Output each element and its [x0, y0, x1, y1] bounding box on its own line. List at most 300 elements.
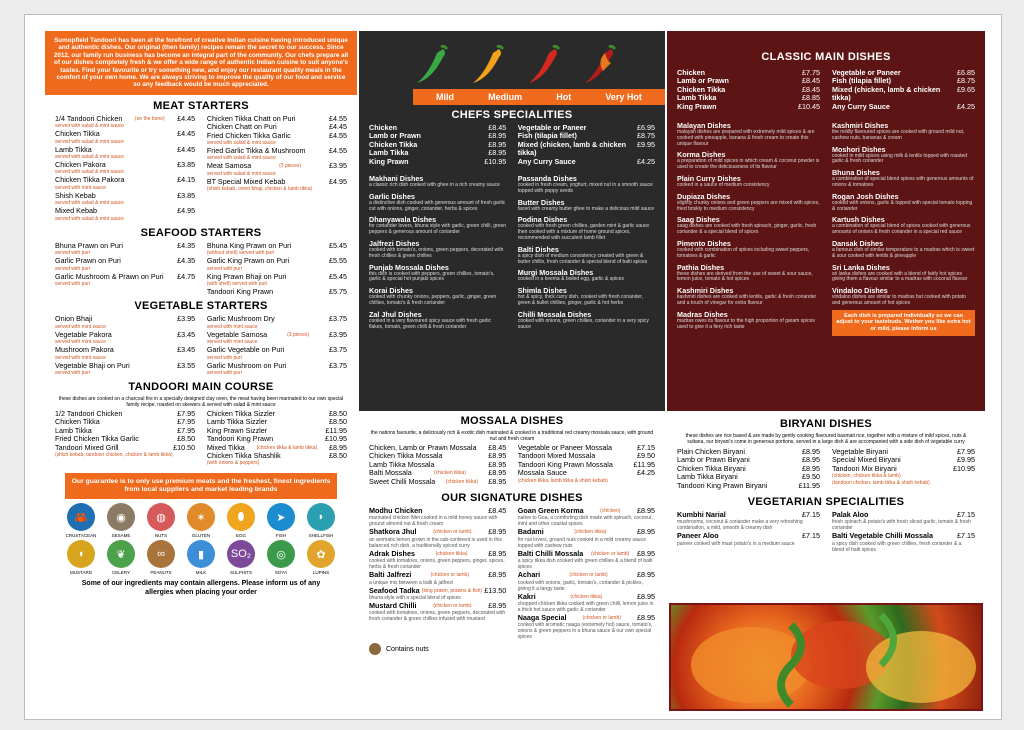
menu-item-row: [369, 571, 506, 579]
dish-name: Korai Dishes: [369, 286, 413, 296]
contains-nuts-label: Contains nuts: [386, 645, 429, 653]
menu-item-name: Lamb or Prawn Biryani: [677, 455, 750, 465]
menu-item-row: [518, 571, 655, 579]
menu-item-price: £8.95: [488, 548, 507, 558]
menu-item-row: [369, 587, 506, 595]
menu-item-subtitle: served with puri: [55, 265, 91, 272]
vegetable-starters-left: [55, 315, 195, 377]
mossala-right-note: (chicken tikka, lamb tikka & shish kebab): [517, 477, 608, 484]
menu-item-subtitle: served with puri: [206, 354, 242, 361]
classic-note: Each dish is prepared individually so we can adjust to your tastebuds. Wether you like extra hot or mild, please inform us: [836, 312, 971, 332]
classic-dishes-right-wrap: [832, 121, 975, 336]
meat-starters-list: [45, 115, 357, 223]
menu-sheet: [24, 14, 1002, 720]
menu-item-price: £8.95: [488, 476, 507, 486]
menu-item-name: Garlic King Prawn on Puri: [206, 256, 290, 266]
menu-item-name: Tandoori Mixed Grill: [55, 442, 119, 452]
dish-description: cooked with tomato's, onions, green peppers, decorated with fresh chillies & green chillies: [369, 247, 504, 259]
menu-item-row: [518, 507, 655, 515]
tandoori-left: [55, 410, 195, 452]
meat-starters-title: MEAT STARTERS: [153, 99, 249, 112]
menu-item-price: £8.50: [177, 434, 196, 444]
menu-item-subtitle: served with puri: [55, 250, 91, 257]
menu-item-name: Tandoori King Prawn: [206, 434, 274, 444]
classic-note-box: [832, 310, 975, 336]
menu-item-subtitle: (without shell) served with puri: [206, 250, 275, 257]
menu-item-price: £3.95: [328, 161, 347, 171]
allergen-item: [263, 503, 299, 538]
menu-item-row: [518, 141, 655, 158]
dish-name: Sri Lanka Dishes: [831, 262, 890, 272]
menu-item-name: Mixed (chicken, lamb & chicken tikka): [517, 139, 626, 158]
dish-description: sri lanka dishes are cooked with a blend of fairly hot spices giving them a flavour similar to a madras with coconut flavour: [831, 270, 968, 283]
menu-item-row: [677, 482, 820, 490]
allergen-item: [103, 540, 139, 575]
allergen-item: [223, 503, 259, 538]
menu-item-name: Lamb or Prawn: [369, 131, 421, 141]
menu-item-tag: (chicken or lamb): [430, 572, 469, 579]
dish-name: Rogan Josh Dishes: [831, 191, 899, 201]
menu-item-price: £10.50: [173, 442, 196, 452]
allergen-label: SOYA: [274, 570, 288, 576]
spice-mild: Mild: [436, 92, 455, 102]
menu-item-row: [207, 242, 347, 250]
dish-description: a combination of special blend of spices cooked with generous amounts of onions & fresh coriander in a special red sauce: [831, 223, 971, 236]
menu-item-name: Adrak Dishes: [369, 548, 415, 558]
menu-item-name: Badami: [517, 527, 544, 537]
menu-item-price: £4.35: [177, 240, 196, 250]
intro-text: Sumopfield Tandoori has been at the forefront of creative Indian cuisine having introduced unique and authentic dishes. Our original (then family) recipes remain the secret to our success. Since 2012, our family run business has become an integral part of the community. Our chefs prepare all of our dishes completely fresh & we offer a wide range of authentic Indian cuisine to suit anyone's tastes. Find your favourite or try something new, and enjoy our restaurant quality meals in the comfort of your own home. We are always striving to improve the quality of our food and service so any feedback would be much appreciated.: [53, 37, 349, 89]
menu-item-price: £4.75: [177, 271, 196, 281]
menu-item-price: £3.45: [177, 329, 196, 339]
menu-item-price: £3.45: [177, 345, 196, 355]
dish-name: Jalfrezi Dishes: [369, 239, 420, 249]
allergen-icon: ⬮: [227, 503, 255, 531]
menu-item-price: £8.95: [802, 463, 821, 473]
menu-item-name: Fish (tilapia fillet): [517, 131, 577, 141]
menu-item-name: Chicken, Lamb or Prawn Mossala: [369, 443, 477, 452]
menu-item-row: [369, 158, 506, 166]
menu-item-price: £3.55: [177, 360, 196, 370]
menu-item-tag: (king prawn, prawns & fish): [421, 587, 483, 594]
allergen-label: CELERY: [112, 570, 130, 576]
menu-item-tag: (chicken tikka & lamb tikka): [256, 444, 318, 451]
menu-item-subtitle: served with puri: [55, 369, 91, 376]
dish-name: Vindaloo Dishes: [831, 286, 888, 296]
menu-item-price: £8.95: [637, 506, 655, 516]
allergen-item: [143, 540, 179, 575]
menu-item-tag: (chicken or lamb): [590, 550, 630, 557]
menu-item-price: £8.95: [802, 455, 821, 465]
menu-item-description: cooked with tomatoes, onions, green peppers, ginger, spices, herbs & fresh coriander: [369, 558, 505, 571]
dish-name: Shimla Dishes: [517, 286, 567, 296]
menu-item-name: Garlic Mushroom & Prawn on Puri: [55, 271, 164, 281]
menu-item-row: [518, 614, 655, 622]
allergen-label: SULPHITS: [229, 570, 252, 576]
menu-item-name: Tandoori King Prawn Biryani: [677, 480, 768, 490]
menu-item-subtitle: served with salad & mint sauce: [206, 155, 276, 162]
menu-item-name: Mixed Tikka: [206, 442, 245, 452]
vegetarian-left: [677, 511, 820, 554]
biryani-title: BIRYANI DISHES: [779, 418, 873, 430]
menu-item-row: [518, 528, 655, 536]
allergen-icon: ➤: [267, 503, 295, 531]
contains-nuts-legend: [359, 641, 665, 657]
allergen-icon: ∞: [147, 540, 175, 568]
dish-description: cooked with fresh green chillies, garden mint & garlic sauce then cooked with a mixture of home ground spices, recommended with succulent lamb fillet: [517, 223, 650, 242]
menu-item-price: £8.95: [488, 148, 507, 158]
menu-item-subtitle: (shish kebab, onion bhaji, chicken & lamb tikka): [206, 186, 313, 193]
dish-name: Pathia Dishes: [677, 262, 725, 272]
menu-item-description: a spicy tikka dish cooked with green chillies & a blend of balti spices: [517, 558, 653, 571]
menu-item-name: Lamb Tikka Biryani: [677, 472, 738, 482]
chilli-icon: [469, 45, 507, 85]
menu-item-subtitle: served with salad & mint sauce: [55, 154, 124, 161]
menu-item-price: £4.55: [329, 113, 347, 123]
menu-item-name: Any Curry Sauce: [517, 156, 576, 166]
food-photo-art: [671, 605, 981, 709]
menu-item-price: £8.95: [329, 442, 347, 452]
menu-item-name: Goan Green Korma: [517, 506, 584, 516]
menu-item-tag: (3 pieces): [279, 163, 302, 170]
menu-item-subtitle: served with puri: [206, 265, 242, 272]
meat-starters-left: [55, 115, 195, 223]
dish-description: vindaloo dishes are similar to madras but cooked with potato and generous amount of hot spices: [831, 294, 966, 306]
menu-item-price: £8.75: [957, 76, 975, 86]
biryani-list: [667, 448, 985, 490]
menu-item-row: [55, 362, 195, 370]
dish-description: a preparation of mild spices in which cream & coconut powder is used to create the deliciousness of its flavour: [677, 158, 820, 171]
mossala-title: MOSSALA DISHES: [460, 415, 564, 427]
dish-name: Passanda Dishes: [517, 174, 577, 184]
tandoori-title: TANDOORI MAIN COURSE: [128, 380, 274, 393]
menu-item-name: Tandoori King Prawn: [206, 286, 274, 296]
menu-item-price: £10.45: [798, 101, 821, 111]
menu-item-price: £8.85: [802, 93, 821, 103]
menu-item-name: King Prawn: [369, 156, 409, 166]
menu-item-price: £8.95: [488, 601, 507, 611]
menu-item-row: [518, 469, 655, 477]
dish-description: cooked in a very flavoured spicy sauce with fresh garlic flakes, tomato, green chilli & fresh coriander: [369, 317, 492, 330]
menu-item-subtitle: served with salad & mint sauce: [55, 169, 124, 176]
menu-item-name: Mustard Chilli: [369, 601, 417, 611]
menu-item-tag: (on the bone): [134, 115, 165, 122]
classic-title: CLASSIC MAIN DISHES: [761, 51, 891, 63]
menu-item-price: £8.95: [636, 548, 655, 558]
dish-description: slightly chunky onions and green peppers are mixed with spices, fried briskly to medium consistency: [677, 199, 820, 212]
menu-item-description: native to Goa, a comforting dish made with spinach, coconut, mint and other coastal spices: [517, 515, 653, 528]
menu-item-row: [55, 146, 195, 154]
menu-item-price: £8.95: [637, 613, 655, 623]
menu-item-price: £8.45: [802, 76, 821, 86]
menu-item-price: £9.95: [957, 455, 975, 465]
menu-item-price: £9.50: [802, 472, 821, 482]
menu-item-name: Chicken Pakora: [55, 160, 106, 170]
menu-item-name: Balti Vegetable Chilli Mossala: [831, 531, 934, 541]
menu-item-price: £8.45: [488, 443, 507, 452]
menu-item-description: cooked with aromatic naaga (extremely hot) sauce, tomato's, onions & green peppers in a bhuna sauce & our own special spices: [517, 622, 653, 641]
menu-item-name: 1/2 Tandoori Chicken: [55, 408, 123, 418]
menu-item-row: [55, 444, 195, 452]
allergen-item: [303, 540, 339, 575]
signature-title: OUR SIGNATURE DISHES: [441, 492, 583, 505]
menu-item-row: [207, 452, 347, 460]
menu-item-price: £4.45: [329, 122, 347, 132]
chilli-icon: [581, 45, 619, 85]
menu-item-subtitle: served with mint sauce: [55, 184, 106, 191]
menu-item-row: [207, 132, 347, 140]
menu-item-row: [832, 511, 975, 519]
menu-item-row: [369, 550, 506, 558]
dish-name: Plain Curry Dishes: [677, 174, 741, 184]
signature-left: [369, 507, 506, 641]
menu-item-name: Fried Chicken Tikka Garlic: [206, 130, 291, 140]
menu-item-name: Balti Jalfrezi: [369, 570, 412, 580]
menu-item-row: [677, 103, 820, 111]
dish-description: cooked with onions, garlic & topped with special tomato topping & coriander: [831, 199, 973, 212]
chefs-dishes-left: [369, 174, 506, 333]
dish-name: Butter Dishes: [517, 197, 565, 207]
menu-item-tag: (chicken or lamb): [433, 529, 472, 536]
chefs-dishes: [359, 174, 665, 333]
menu-item-row: [55, 315, 195, 323]
tandoori-left-wrap: [55, 410, 195, 467]
menu-item-row: [207, 178, 347, 186]
menu-item-price: £7.95: [177, 408, 196, 418]
dish-description: cooked with onions, green chillies, coriander in a very spicy sauce: [517, 317, 649, 330]
menu-item-description: paneer cooked with mast potato's in a medium sauce: [677, 540, 795, 547]
dish-description: these dishes are derived from the use of sweet & sour sauce, lemon juice, tomato & hot spices: [677, 270, 813, 283]
allergen-item: [103, 503, 139, 538]
seafood-starters-title: SEAFOOD STARTERS: [140, 226, 262, 239]
menu-item-price: £8.50: [329, 417, 347, 427]
vegetarian-list: [667, 511, 985, 554]
menu-item-row: [832, 86, 975, 103]
allergen-label: PEANUTS: [150, 570, 172, 576]
menu-item-row: [832, 465, 975, 473]
menu-item-price: £4.15: [177, 175, 196, 185]
menu-item-row: [207, 273, 347, 281]
menu-item-description: chopped chicken tikka cooked with green chilli, lemon juice in a thick hot sauce with garlic & coriander: [517, 601, 654, 614]
allergen-label: EGG: [235, 533, 246, 539]
menu-item-name: King Prawn Sizzler: [206, 425, 268, 435]
tandoori-list: [45, 410, 357, 467]
menu-item-price: £4.95: [177, 206, 196, 216]
allergen-icon: ✿: [307, 540, 335, 568]
menu-item-subtitle: served with mint sauce: [55, 354, 106, 361]
menu-item-description: marinated chicken fillet cooked in a mild honey sauce with ground almond nut & fresh cream: [369, 515, 498, 528]
menu-item-name: Chicken: [677, 68, 705, 77]
menu-item-name: Lamb Tikka: [369, 148, 409, 158]
allergen-icon: ◎: [267, 540, 295, 568]
menu-item-price: £4.55: [329, 146, 347, 156]
menu-item-tag: (3 pieces): [287, 331, 310, 338]
menu-item-description: cooked with onions, garlic, tomato's, coriander & pickles, giving it a tangy taste: [517, 579, 643, 592]
menu-item-price: £3.75: [329, 360, 347, 370]
dish-description: malayan dishes are prepared with extremely mild spices & are cooked with pineapple, banana & fresh cream to create this unique flavour: [677, 129, 815, 147]
menu-item-tag: (chicken tikka): [570, 593, 603, 600]
menu-item-name: Chicken Tikka: [55, 129, 100, 139]
menu-item-row: [369, 507, 506, 515]
menu-item-price: £4.25: [637, 156, 655, 166]
menu-item-name: Mossala Sauce: [517, 468, 567, 478]
menu-item-price: £4.55: [329, 130, 347, 140]
menu-item-price: £5.45: [329, 240, 347, 250]
dish-name: Zal Jhul Dishes: [369, 309, 422, 319]
menu-item-row: [55, 257, 195, 265]
biryani-right: [832, 448, 975, 490]
tandoori-right-wrap: [207, 410, 347, 467]
allergen-item: [183, 503, 219, 538]
spice-hot: Hot: [556, 92, 572, 102]
menu-item-name: Tandoori Mixed Mossala: [517, 451, 596, 461]
menu-item-name: Shatkora Jhul: [369, 527, 417, 537]
dish-description: cooked in fresh cream, yoghurt, mixed nut in a smooth sauce topped with poppy seeds: [517, 182, 653, 194]
chefs-prices-right: [518, 124, 655, 166]
dish-description: cooked in a sauce of medium consistency: [677, 182, 770, 189]
menu-item-price: £7.15: [802, 531, 821, 541]
menu-item-price: £3.95: [328, 329, 347, 339]
menu-item-price: £8.45: [488, 506, 507, 516]
mossala-right: [518, 444, 655, 484]
allergen-icon: ✶: [187, 503, 215, 531]
menu-item-subtitle: served with mint sauce: [55, 339, 106, 346]
dish-description: the mildly flavoured spices are cooked with ground mild nut, cashew nuts, bananas & cream: [831, 129, 965, 141]
guarantee-text: Our guarantee is to only use premium meats and the freshest, finest ingredients from local suppliers and market leading brands: [71, 478, 331, 494]
menu-item-price: £8.95: [488, 139, 507, 149]
chefs-dishes-right: [518, 174, 655, 333]
menu-item-price: £9.95: [637, 139, 655, 149]
menu-item-name: Any Curry Sauce: [831, 101, 890, 111]
biryani-right-note: (chicken, chicken tikka & lamb): [831, 473, 901, 480]
menu-item-price: £11.95: [633, 459, 655, 469]
chefs-prices: [359, 124, 665, 166]
menu-item-name: Lamb Tikka Sizzler: [206, 417, 268, 427]
dish-description: saag dishes are cooked with fresh spinach, ginger, garlic, fresh coriander & a special blend of spices: [677, 223, 817, 236]
seafood-starters-left: [55, 242, 195, 297]
menu-item-row: [832, 532, 975, 540]
menu-item-name: Kumbhi Narial: [677, 510, 726, 520]
menu-item-name: Garlic Mushroom Dry: [206, 314, 275, 324]
menu-item-subtitle: served with salad & mint sauce: [55, 123, 124, 130]
vegetable-starters-list: [45, 315, 357, 377]
menu-item-description: mushrooms, coconut & coriander make a very refreshing combination, a mild, smooth & creamy dish: [677, 519, 803, 532]
menu-item-price: £8.50: [329, 450, 347, 460]
menu-item-price: £9.50: [637, 451, 655, 461]
menu-item-row: [369, 478, 506, 486]
middle-lower: [359, 413, 665, 713]
spice-very-hot: Very Hot: [605, 92, 642, 102]
intro-box: [45, 31, 357, 95]
menu-item-name: Plain Chicken Biryani: [677, 447, 745, 456]
menu-item-price: £5.55: [329, 256, 347, 266]
menu-item-price: £8.95: [802, 447, 821, 456]
guarantee-box: [65, 473, 337, 499]
classic-dishes-right: [832, 121, 975, 307]
menu-item-description: a spicy dish cooked with green chillies, fresh coriander & a blend of balti spices: [831, 540, 962, 553]
menu-item-price: £7.15: [957, 531, 975, 541]
menu-item-row: [55, 161, 195, 169]
menu-item-price: £3.85: [177, 160, 196, 170]
menu-item-subtitle: served with puri: [55, 280, 91, 287]
menu-item-price: £7.95: [957, 447, 975, 456]
menu-item-row: [55, 242, 195, 250]
menu-item-row: [55, 130, 195, 138]
tandoori-note: these dishes are cooked on a charcoal fire in a specially designed clay oven, the meat having been marinated to our own special family recipe, roasted on skewers & served with salad & mint sauce: [58, 395, 344, 408]
allergy-note: Some of our ingredients may contain allergens. Please inform us of any allergies when placing your order: [81, 580, 321, 597]
allergen-icon: ❦: [107, 540, 135, 568]
menu-item-name: BT Special Mixed Kebab: [206, 176, 286, 186]
menu-item-price: £3.75: [329, 345, 347, 355]
dish-description: a distinctive dish cooked with generous amount of fresh garlic cut with onions, ginger, coriander, herbs & spices: [369, 199, 506, 212]
seafood-starters-right: [207, 242, 347, 297]
menu-item-name: Special Mixed Biryani: [831, 455, 901, 465]
vegetable-starters-right: [207, 315, 347, 377]
menu-item-name: Chicken Tikka Sizzler: [206, 408, 276, 418]
seafood-starters-list: [45, 242, 357, 297]
menu-item-price: £7.15: [957, 510, 975, 520]
menu-item-name: Lamb Tikka: [55, 425, 92, 435]
menu-item-tag: (chicken tikka): [434, 470, 466, 477]
menu-item-name: Vegetable Samosa: [206, 329, 268, 339]
menu-item-name: Chicken Tikka Biryani: [677, 463, 746, 473]
menu-item-row: [55, 207, 195, 215]
classic-prices: [667, 69, 985, 111]
menu-item-row: [207, 147, 347, 155]
menu-item-subtitle: served with mint sauce: [55, 323, 106, 330]
mossala-left: [369, 444, 506, 486]
menu-item-price: £8.95: [488, 131, 507, 141]
menu-item-price: £8.95: [637, 527, 655, 537]
biryani-left: [677, 448, 820, 490]
dish-description: kashmiri dishes are cooked with lentils, garlic & fresh coriander and a touch of vinegar for extra flavour: [677, 294, 817, 306]
dish-description: madras owes its flavour to the high proportion of garam spices used to give it a fiery rich taste: [677, 317, 815, 330]
menu-item-price: £8.95: [488, 527, 507, 537]
menu-item-subtitle: served with salad & mint sauce: [55, 215, 124, 222]
menu-item-subtitle: served with salad & mint sauce: [55, 138, 124, 145]
menu-item-row: [55, 273, 195, 281]
allergen-label: MILK: [195, 570, 207, 576]
menu-item-name: Lamb Tikka: [55, 144, 92, 154]
menu-item-row: [518, 158, 655, 166]
dish-name: Kartush Dishes: [831, 215, 885, 225]
vegetable-starters-title: VEGETABLE STARTERS: [134, 300, 268, 313]
dish-description: for coriander lovers, bhuna style with garlic, green chilli, green peppers & generous amount of coriander: [369, 223, 507, 236]
dish-description: cooked in mild spices using milk & lentils topped with roasted garlic & fresh coriander: [831, 152, 968, 165]
menu-item-name: Chicken Tikka Chatt on Puri: [206, 113, 296, 123]
left-column: [45, 31, 357, 713]
dish-name: Dupiaza Dishes: [677, 191, 731, 201]
menu-item-price: £8.45: [488, 123, 507, 132]
menu-item-name: Chicken Tikka: [369, 139, 418, 149]
allergen-icon: ▮: [187, 540, 215, 568]
menu-item-row: [55, 346, 195, 354]
menu-item-name: Sweet Chilli Mossala: [369, 476, 436, 486]
allergen-label: MUSTARD: [70, 570, 92, 576]
dish-description: cooked in a keema & boiled egg, garlic & spices: [517, 276, 624, 283]
menu-item-row: [55, 176, 195, 184]
menu-item-name: Garlic Mushroom on Puri: [206, 360, 287, 370]
spice-label-bar: [413, 89, 665, 105]
allergen-icon: 🦀: [67, 503, 95, 531]
menu-item-price: £8.95: [488, 468, 507, 478]
menu-item-name: Lamb Tikka Mossala: [369, 459, 435, 469]
dish-name: Kashmiri Dishes: [831, 121, 889, 131]
dish-name: Chilli Mossala Dishes: [517, 309, 592, 319]
dish-description: a famous dish of similar temperature to a madras which is sweet & sour cooked with lentils & pineapple: [831, 247, 975, 259]
menu-item-price: £3.75: [329, 314, 347, 324]
menu-item-name: Balti Mossala: [369, 468, 412, 478]
